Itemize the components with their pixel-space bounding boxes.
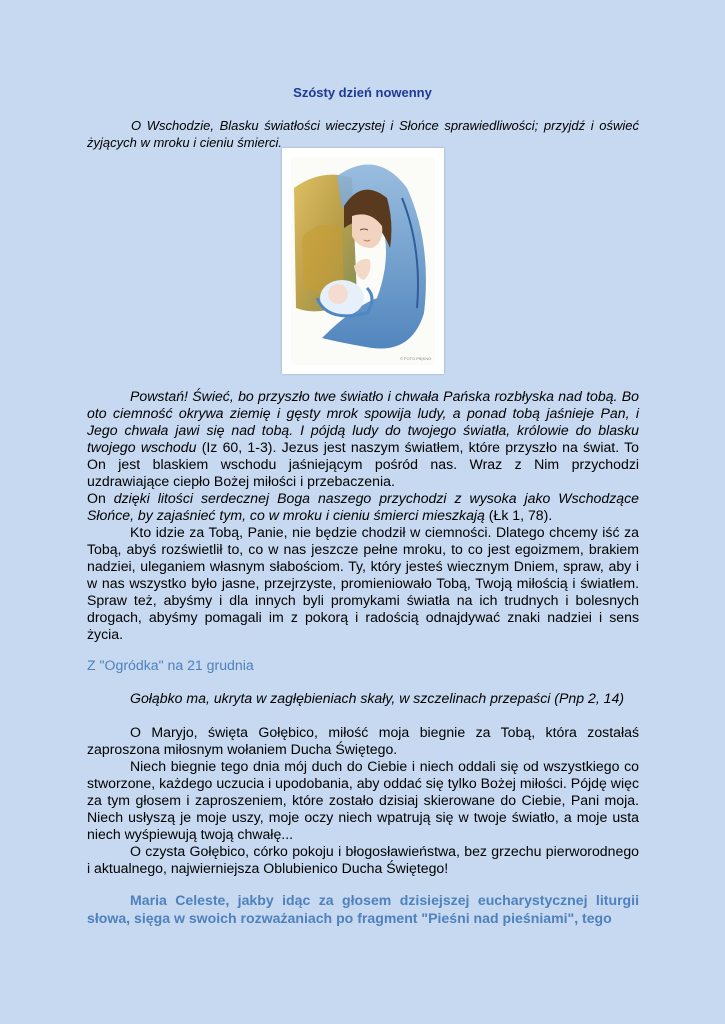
paragraph-2-ref: (Łk 1, 78).	[484, 507, 553, 523]
intro-antiphon	[87, 117, 639, 151]
prayer-paragraph-2	[87, 758, 639, 843]
quote-text: Gołąbko ma, ukryta w zagłębieniach skały, w szczelinach przepaści (Pnp 2, 14)	[130, 690, 625, 706]
paragraph-3-text: Kto idzie za Tobą, Panie, nie będzie chodził w ciemności. Dlatego chcemy iść za Tobą, abyś rozświetlił to, co w nas jeszcze pełne mroku, to co jest egoizmem, brakiem nadziei, uleganiem własnym słabościom. Ty, który jesteś wiecznym Dniem, spraw, aby i w nas wszystko było jasne, przejrzyste, promieniowało Tobą, Twoją miłością i światłem. Spraw też, abyśmy i dla innych byli promykami światła na ich trudnych i bolesnych drogach, abyśmy pomagali im z pokorą i radością odnajdywać znaki nadziei i sens życia.	[87, 524, 639, 642]
paragraph-1	[87, 388, 639, 490]
prayer-paragraph-2-text: Niech biegnie tego dnia mój duch do Ciebie i niech oddali się od wszystkiego co stworzone, każdego uczucia i upodobania, aby oddać się tylko Bożej miłości. Pójdę więc za tym głosem i zaproszeniem, które zostało dzisiaj skierowane do Ciebie, Pani moja. Niech usłyszą je moje uszy, moje oczy niech wpatrują się w twoje światło, a moje usta niech wyśpiewują twoją chwałę...	[87, 758, 639, 842]
paragraph-2	[87, 490, 639, 524]
scripture-quote-luke: dzięki litości serdecznej Boga naszego przychodzi z wysoka jako Wschodzące Słońce, by zajaśnieć tym, co w mroku i cieniu śmierci mieszkają	[87, 490, 639, 523]
prayer-text	[87, 724, 639, 877]
page-title: Szósty dzień nowenny	[293, 85, 432, 100]
closing-paragraph	[87, 891, 639, 927]
madonna-and-child-image	[282, 148, 444, 374]
main-text	[87, 388, 639, 643]
song-of-songs-quote	[87, 690, 639, 707]
paragraph-1-text: (Iz 60, 1-3). Jezus jest naszym światłem, które przyszło na świat. To On jest blaskiem wschodu jaśniejącym pośród nas. Wraz z Nim przychodzi uzdrawiające ciepło Bożej miłości i przebaczenia.	[87, 439, 639, 489]
closing-paragraph-text: Maria Celeste, jakby idąc za głosem dzisiejszej eucharystycznej liturgii słowa, sięga w swoich rozważaniach po fragment "Pieśni nad pieśniami", tego	[87, 892, 639, 926]
scripture-quote-isaiah: Powstań! Świeć, bo przyszło twe światło i chwała Pańska rozbłyska nad tobą. Bo oto ciemność okrywa ziemię i gęsty mrok spowija ludy, a ponad tobą jaśnieje Pan, i Jego chwała jawi się nad tobą. I pójdą ludy do twojego światła, królowie do blasku twojego wschodu	[87, 388, 639, 455]
prayer-paragraph-1	[87, 724, 639, 758]
prayer-paragraph-1-text: O Maryjo, święta Gołębico, miłość moja biegnie za Tobą, która zostałaś zaproszona miłosnym wołaniem Ducha Świętego.	[87, 724, 639, 757]
paragraph-2-lead: On	[87, 490, 114, 506]
section-heading: Z "Ogródka" na 21 grudnia	[87, 657, 254, 673]
prayer-paragraph-3-text: O czysta Gołębico, córko pokoju i błogosławieństwa, bez grzechu pierworodnego i aktualnego, najwierniejsza Oblubienico Ducha Świętego!	[87, 843, 639, 876]
paragraph-3	[87, 524, 639, 643]
intro-text: O Wschodzie, Blasku światłości wieczystej i Słońce sprawiedliwości; przyjdź i oświeć żyjących w mroku i cieniu śmierci.	[87, 118, 639, 150]
prayer-paragraph-3	[87, 843, 639, 877]
image-copyright: © FOTO PIĘKNO	[400, 356, 432, 361]
